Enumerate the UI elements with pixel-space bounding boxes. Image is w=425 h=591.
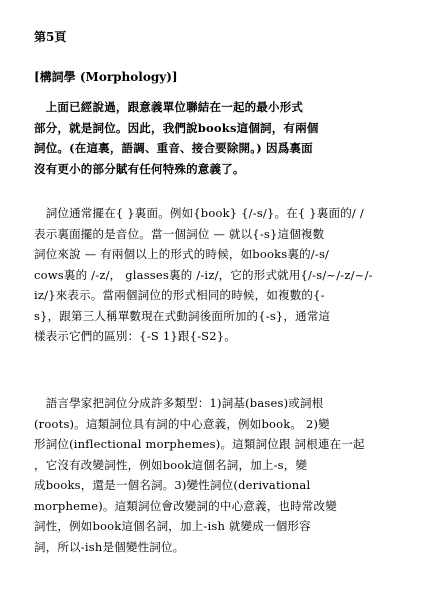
paragraph-line: iz/}來表示。當兩個詞位的形式相同的時候，如複數的{-: [34, 288, 325, 302]
paragraph-line: 詞，所以-ish是個變性詞位。: [34, 539, 185, 554]
paragraph-line: 上面已經說過，跟意義單位聯結在一起的最小形式: [34, 100, 304, 114]
paragraph-2: [34, 203, 405, 347]
paragraph-1: [34, 97, 405, 179]
page-number: 第5頁: [34, 30, 67, 44]
paragraph-line: 詞性，例如book這個名詞，加上-ish 就變成一個形容: [34, 519, 311, 533]
paragraph-line: 成books，還是一個名詞。3)變性詞位(derivational: [34, 478, 311, 492]
paragraph-line: 詞位。(在這裏，語調、重音、接合要除開。) 因爲裏面: [34, 141, 313, 155]
paragraph-line: 語言學家把詞位分成許多類型：1)詞基(bases)或詞根: [34, 396, 324, 410]
paragraph-line: ，它沒有改變詞性，例如book這個名詞，加上-s，變: [34, 457, 308, 472]
paragraph-line: 樣表示它們的區別：{-S 1}跟{-S2}。: [34, 329, 236, 343]
paragraph-line: 詞位來說 — 有兩個以上的形式的時候，如books裏的/-s/: [34, 247, 330, 261]
paragraph-3: [34, 393, 405, 557]
section-title: [構詞學 (Morphology)]: [34, 70, 178, 84]
paragraph-line: s}，跟第三人稱單數現在式動詞後面所加的{-s}，通常這: [34, 308, 331, 323]
paragraph-line: cows裏的 /-z/， glasses裏的 /-iz/，它的形式就用{/-s/~/-z/~/-: [34, 267, 373, 282]
paragraph-line: 沒有更小的部分賦有任何特殊的意義了。: [34, 161, 245, 176]
paragraph-line: 表示裏面擺的是音位。當一個詞位 — 就以{-s}這個複數: [34, 226, 325, 241]
paragraph-line: 部分，就是詞位。因此，我們說books這個詞，有兩個: [34, 120, 319, 135]
paragraph-line: (roots)。這類詞位具有詞的中心意義，例如book。 2)變: [34, 416, 330, 431]
paragraph-line: 詞位通常擺在{ }裏面。例如{book} {/-s/}。在{ }裏面的/ /: [34, 206, 364, 220]
paragraph-line: morpheme)。這類詞位會改變詞的中心意義，也時常改變: [34, 498, 337, 513]
paragraph-line: 形詞位(inflectional morphemes)。這類詞位跟 詞根連在一起: [34, 437, 365, 451]
